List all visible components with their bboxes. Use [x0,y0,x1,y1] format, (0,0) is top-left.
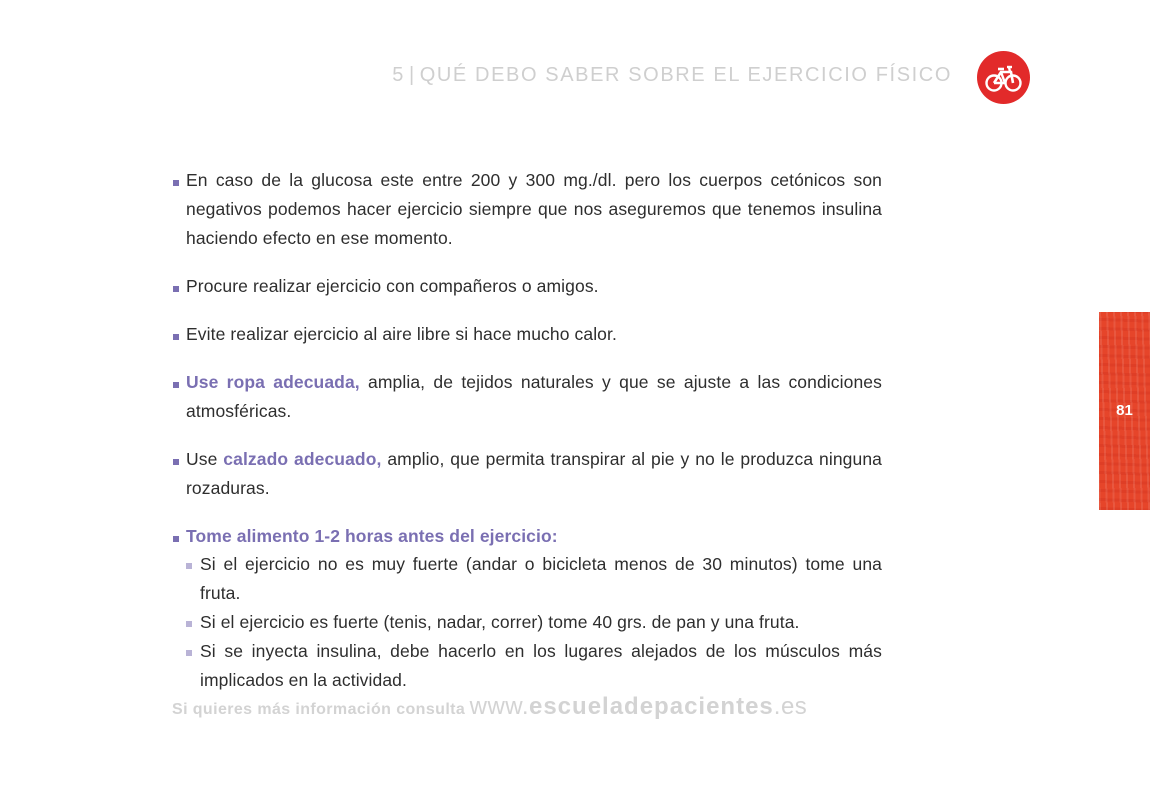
header-separator: | [408,64,416,86]
item-text: amplia, de tejidos naturales y que se ajuste a las condiciones atmosféricas. [186,372,882,421]
sub-list-item [170,550,882,608]
footer-note [172,693,882,721]
footer-url-suffix: .es [773,693,808,720]
list-item [170,272,882,301]
item-text: Evite realizar ejercicio al aire libre si hace mucho calor. [186,324,617,344]
sub-list-item [170,608,882,637]
chapter-header [380,64,952,87]
list-item [170,166,882,253]
main-content [170,166,882,695]
item-text: Procure realizar ejercicio con compañeros o amigos. [186,276,599,296]
item-highlight: Use ropa adecuada, [186,372,360,392]
sub-list-item [170,637,882,695]
bicycle-icon [977,51,1030,104]
food-heading-item [170,522,882,550]
footer-lead: Si quieres más información consulta [172,701,466,718]
subitem-text: Si el ejercicio no es muy fuerte (andar o bicicleta menos de 30 minutos) tome una fruta. [200,554,882,603]
item-text: amplio, que permita transpirar al pie y no le produzca ninguna rozaduras. [186,449,883,498]
chapter-title: QUÉ DEBO SABER SOBRE EL EJERCICIO FÍSICO [419,64,952,86]
item-prefix: Use [186,449,224,469]
subitem-text: Si el ejercicio es fuerte (tenis, nadar, correr) tome 40 grs. de pan y una fruta. [200,612,800,632]
item-text: En caso de la glucosa este entre 200 y 300 mg./dl. pero los cuerpos cetónicos son negativos podemos hacer ejercicio siempre que nos aseguremos que tenemos insulina haciendo efecto en ese momento. [186,170,882,248]
bicycle-logo [977,51,1030,104]
list-item [170,320,882,349]
footer-url-prefix: www. [469,693,529,720]
food-heading: Tome alimento 1-2 horas antes del ejercicio: [186,526,558,546]
chapter-number: 5 [392,64,405,86]
item-highlight: calzado adecuado, [223,449,382,469]
footer-url-domain: escueladepacientes [528,693,774,720]
subitem-text: Si se inyecta insulina, debe hacerlo en los lugares alejados de los músculos más implicados en la actividad. [200,641,882,690]
list-item [170,368,882,426]
page-number: 81 [1116,402,1133,419]
list-item [170,445,882,503]
page-number-tab [1099,312,1150,510]
